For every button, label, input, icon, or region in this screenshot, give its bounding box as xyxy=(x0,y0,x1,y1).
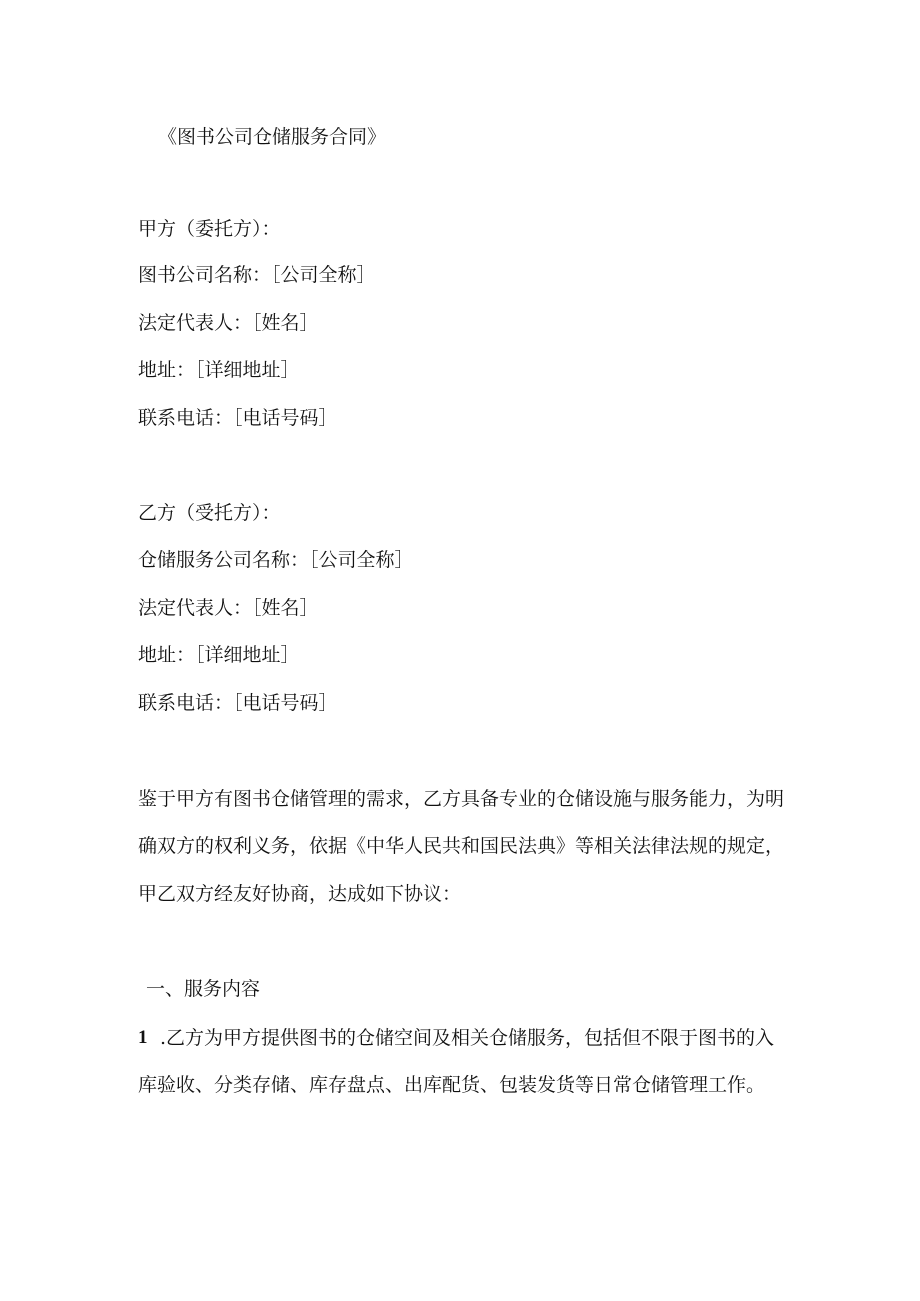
party-a-company-name: 图书公司名称：［公司全称］ xyxy=(138,264,376,286)
party-a-phone: 联系电话：［电话号码］ xyxy=(138,407,338,429)
document-title: 《图书公司仓储服务合同》 xyxy=(158,126,387,148)
section-1-item-1-line-2: 库验收、分类存储、库存盘点、出库配货、包装发货等日常仓储管理工作。 xyxy=(138,1074,766,1096)
party-b-address: 地址：［详细地址］ xyxy=(138,644,300,666)
party-b-heading: 乙方（受托方）： xyxy=(138,502,281,524)
party-a-address: 地址：［详细地址］ xyxy=(138,359,300,381)
section-1-title: 一、服务内容 xyxy=(146,978,261,1000)
preamble-line-3: 甲乙双方经友好协商，达成如下协议： xyxy=(138,883,462,905)
section-1-item-1-line-1: .乙方为甲方提供图书的仓储空间及相关仓储服务，包括但不限于图书的入 xyxy=(160,1027,775,1049)
party-b-phone: 联系电话：［电话号码］ xyxy=(138,692,338,714)
preamble-line-1: 鉴于甲方有图书仓储管理的需求，乙方具备专业的仓储设施与服务能力，为明 xyxy=(138,788,785,810)
section-1-item-1-number: 1 xyxy=(138,1027,148,1048)
party-a-heading: 甲方（委托方）： xyxy=(138,218,281,240)
party-b-legal-representative: 法定代表人：［姓名］ xyxy=(138,597,319,619)
party-a-legal-representative: 法定代表人：［姓名］ xyxy=(138,312,319,334)
party-b-company-name: 仓储服务公司名称：［公司全称］ xyxy=(138,549,414,571)
preamble-line-2: 确双方的权利义务，依据《中华人民共和国民法典》等相关法律法规的规定， xyxy=(138,835,785,857)
